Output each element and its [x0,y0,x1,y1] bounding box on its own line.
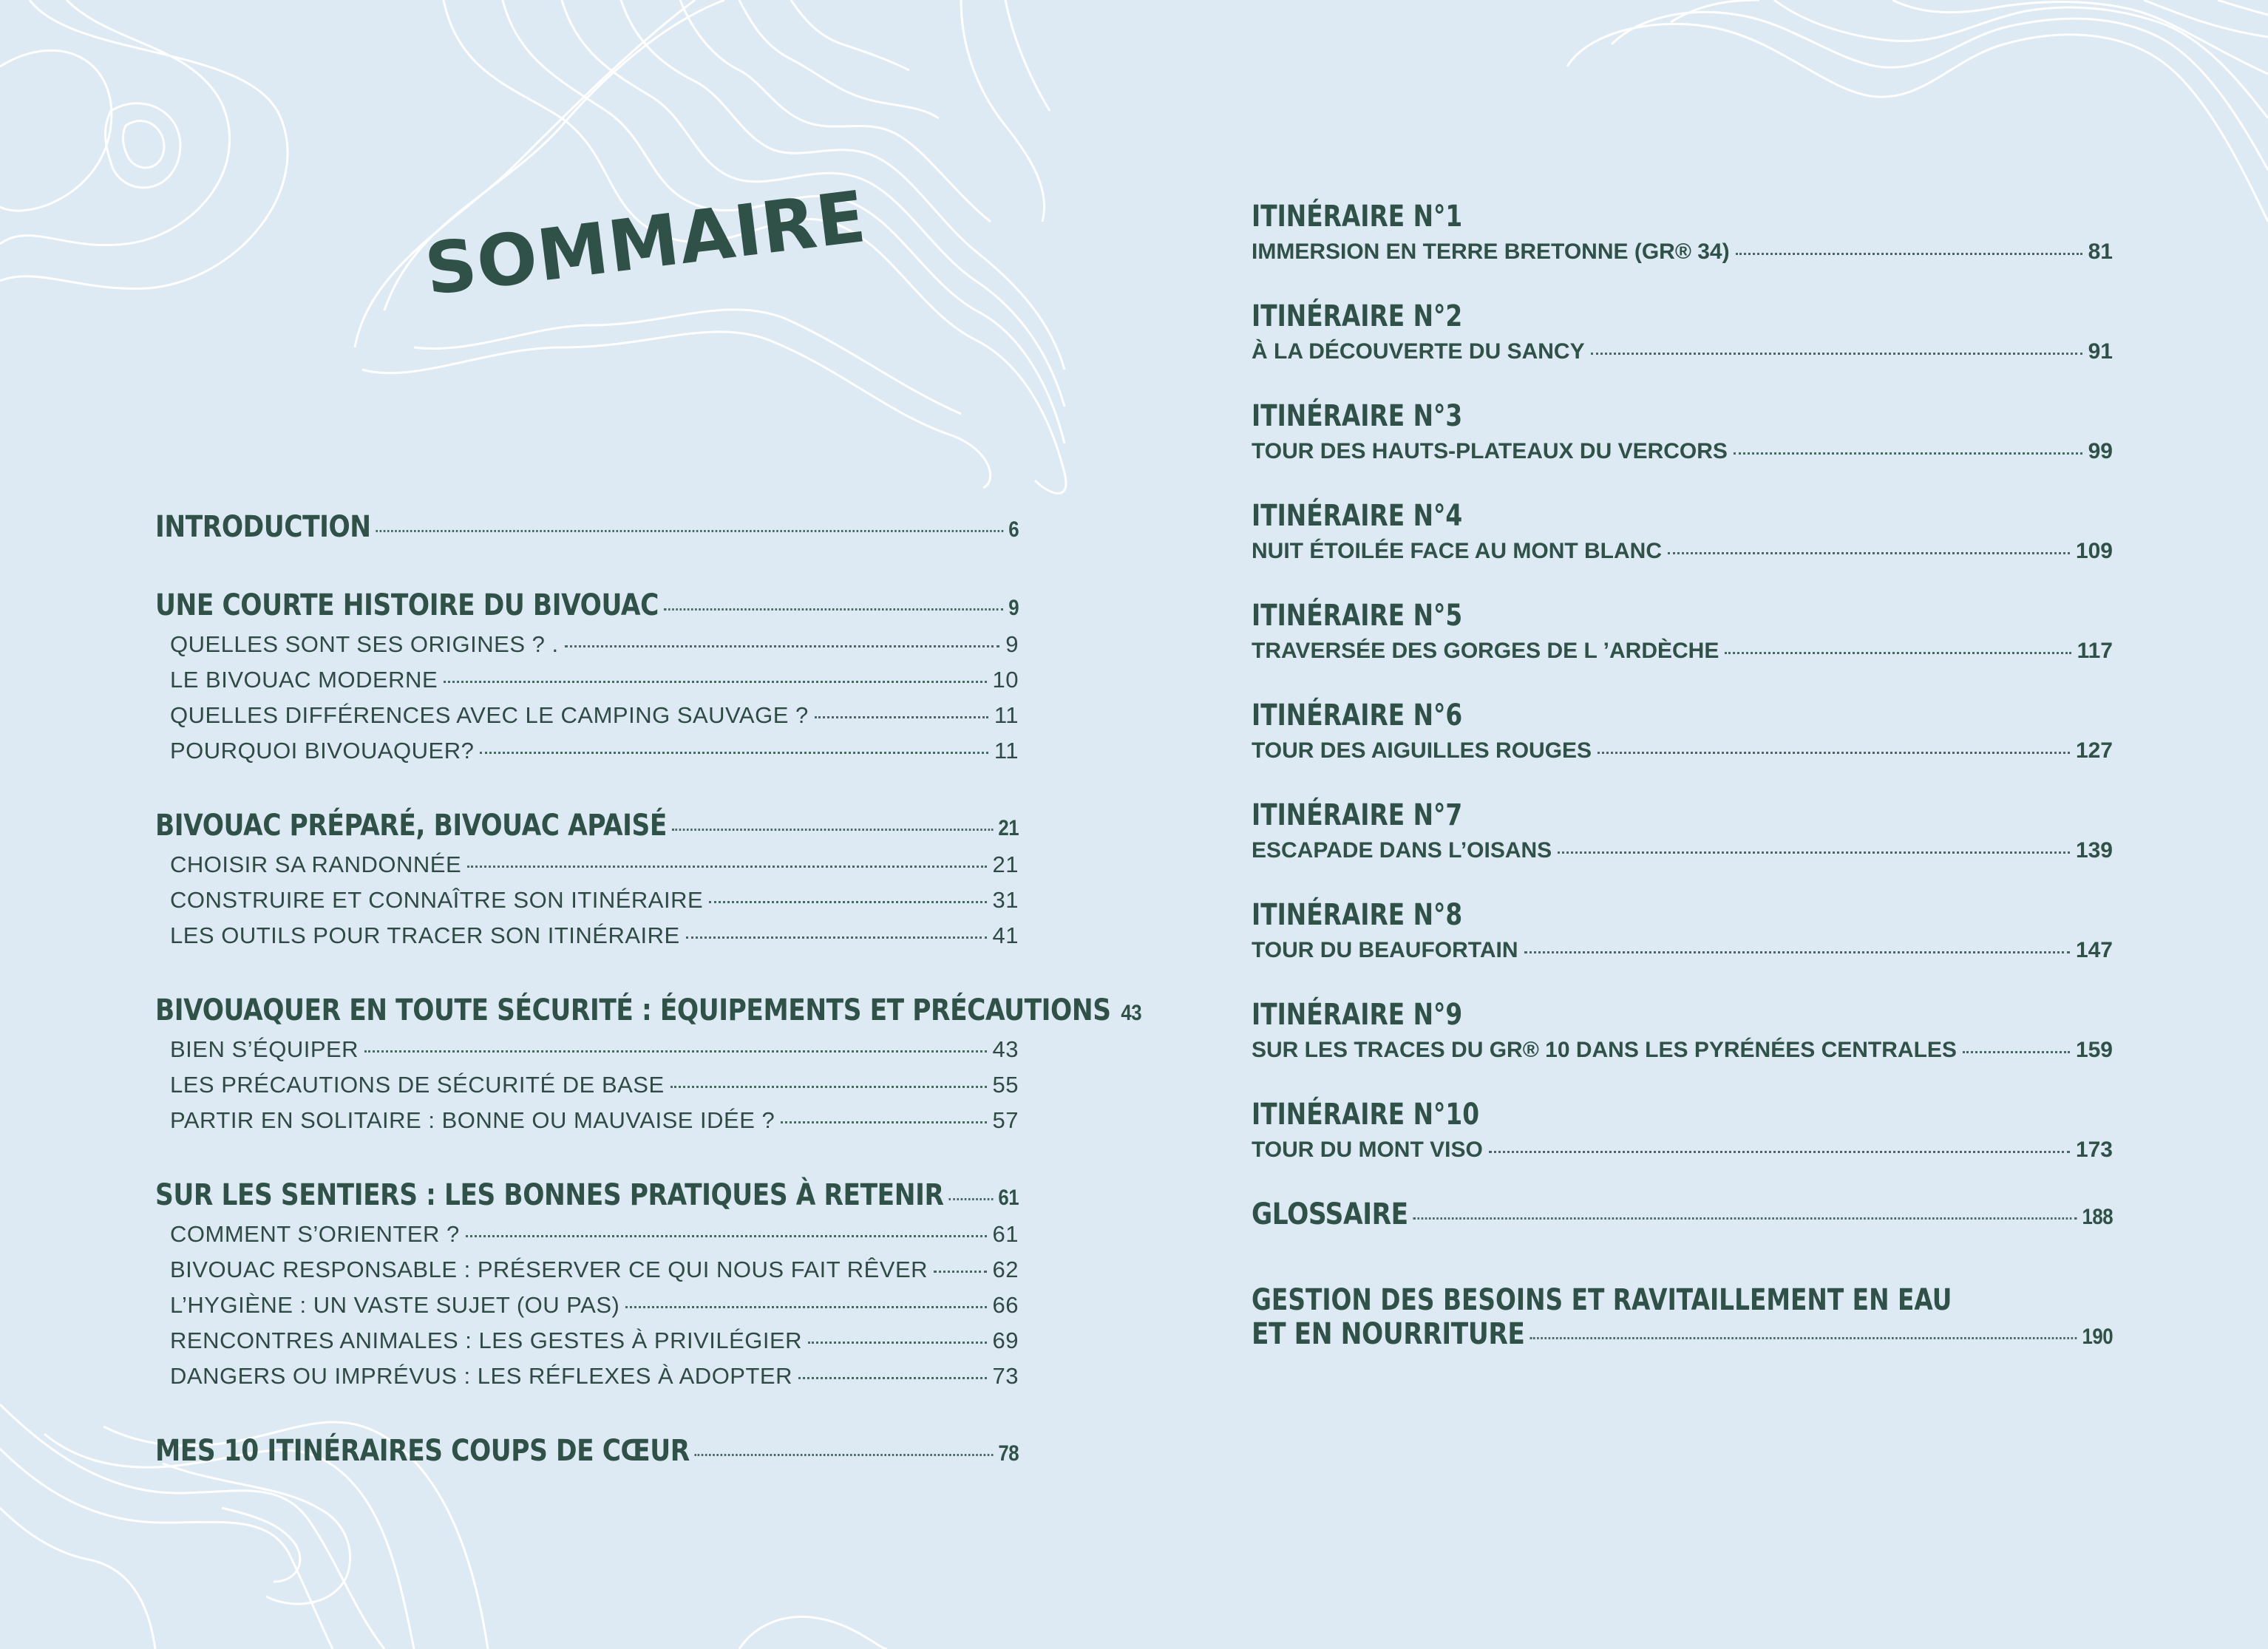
toc-chapter-entry[interactable] [155,510,1019,544]
entry-label: ESCAPADE DANS L’OISANS [1252,838,1552,863]
itinerary-entry[interactable] [1252,639,2113,664]
toc-left-column [155,510,1142,1512]
entry-label: À LA DÉCOUVERTE DU SANCY [1252,339,1585,364]
entry-label: PARTIR EN SOLITAIRE : BONNE OU MAUVAISE IDÉE ? [170,1107,775,1133]
page-number: 117 [2077,639,2113,663]
entry-label: LES PRÉCAUTIONS DE SÉCURITÉ DE BASE [170,1072,665,1098]
toc-chapter-entry[interactable] [155,588,1019,622]
itinerary-block [1252,299,2113,364]
toc-section [155,1178,1019,1390]
entry-label: GLOSSAIRE [1252,1197,1408,1231]
gestion-block [1252,1283,2113,1351]
toc-subsection-entry[interactable] [155,1072,1019,1098]
dot-leader [1668,552,2070,554]
entry-label: CONSTRUIRE ET CONNAÎTRE SON ITINÉRAIRE [170,887,704,913]
itinerary-heading: ITINÉRAIRE N°4 [1252,499,1463,533]
entry-label: L’HYGIÈNE : UN VASTE SUJET (OU PAS) [170,1292,620,1318]
page-number: 66 [992,1292,1019,1318]
itinerary-block [1252,798,2113,863]
dot-leader [1734,452,2082,455]
entry-label: LE BIVOUAC MODERNE [170,667,438,693]
page-number: 61 [998,1186,1019,1210]
dot-leader [1725,652,2071,654]
dot-leader [695,1454,994,1456]
itinerary-heading: ITINÉRAIRE N°1 [1252,200,1463,234]
itinerary-entry[interactable] [1252,439,2113,464]
entry-label: TOUR DU MONT VISO [1252,1138,1483,1162]
glossary-entry[interactable] [1252,1197,2113,1231]
page-number: 43 [1121,1001,1142,1025]
page-number: 190 [2082,1325,2113,1349]
itinerary-block [1252,998,2113,1063]
itinerary-block [1252,698,2113,764]
dot-leader [1413,1217,2077,1220]
page-number: 10 [992,667,1019,693]
itinerary-heading: ITINÉRAIRE N°9 [1252,998,1463,1032]
toc-subsection-entry[interactable] [155,1363,1019,1390]
toc-subsection-entry[interactable] [155,631,1019,658]
itinerary-block [1252,200,2113,265]
itinerary-heading: ITINÉRAIRE N°3 [1252,399,1463,433]
dot-leader [781,1121,986,1123]
itinerary-entry[interactable] [1252,938,2113,963]
dot-leader [948,1198,993,1200]
itinerary-entry[interactable] [1252,838,2113,863]
toc-subsection-entry[interactable] [155,1292,1019,1319]
toc-subsection-entry[interactable] [155,1107,1019,1134]
dot-leader [376,530,1004,532]
itinerary-block [1252,399,2113,464]
toc-section [155,993,1142,1134]
dot-leader [670,1086,987,1088]
entry-label: LES OUTILS POUR TRACER SON ITINÉRAIRE [170,922,680,948]
dot-leader [444,681,986,683]
entry-label: IMMERSION EN TERRE BRETONNE (GR® 34) [1252,239,1730,264]
gestion-entry[interactable] [1252,1317,2113,1351]
dot-leader [672,829,994,831]
entry-label: TRAVERSÉE DES GORGES DE L ’ARDÈCHE [1252,639,1719,663]
page-number: 109 [2075,539,2113,563]
toc-subsection-entry[interactable] [155,1257,1019,1283]
page-number: 9 [1005,631,1019,657]
dot-leader [1963,1051,2070,1053]
entry-label: UNE COURTE HISTOIRE DU BIVOUAC [155,588,659,622]
entry-label: ET EN NOURRITURE [1252,1317,1525,1351]
toc-subsection-entry[interactable] [155,922,1019,949]
dot-leader [480,752,988,754]
entry-label: SUR LES SENTIERS : LES BONNES PRATIQUES À RETENIR [155,1178,944,1212]
page-number: 147 [2075,938,2113,962]
entry-label: TOUR DES AIGUILLES ROUGES [1252,738,1592,763]
page-number: 61 [992,1221,1019,1247]
itinerary-heading: ITINÉRAIRE N°7 [1252,798,1463,832]
itinerary-heading: ITINÉRAIRE N°2 [1252,299,1463,333]
itinerary-heading: ITINÉRAIRE N°6 [1252,698,1463,732]
dot-leader [1524,951,2070,953]
toc-subsection-entry[interactable] [155,851,1019,878]
dot-leader [364,1050,986,1053]
itinerary-block [1252,898,2113,963]
page-number: 188 [2082,1205,2113,1229]
toc-subsection-entry[interactable] [155,738,1019,764]
page-number: 21 [992,851,1019,877]
page-number: 31 [992,887,1019,913]
page-number: 57 [992,1107,1019,1133]
entry-label: BIVOUAQUER EN TOUTE SÉCURITÉ : ÉQUIPEMENTS ET PRÉCAUTIONS [155,993,1111,1027]
toc-section [155,809,1019,949]
toc-chapter-entry[interactable] [155,1434,1019,1468]
entry-label: QUELLES DIFFÉRENCES AVEC LE CAMPING SAUVAGE ? [170,702,809,728]
toc-subsection-entry[interactable] [155,1327,1019,1354]
toc-section [155,510,1019,544]
itinerary-block [1252,599,2113,664]
gestion-title-line1: GESTION DES BESOINS ET RAVITAILLEMENT EN EAU [1252,1283,1952,1317]
toc-subsection-entry[interactable] [155,887,1019,914]
entry-label: MES 10 ITINÉRAIRES COUPS DE CŒUR [155,1434,690,1468]
entry-label: RENCONTRES ANIMALES : LES GESTES À PRIVILÉGIER [170,1327,803,1353]
dot-leader [1598,752,2070,754]
entry-label: DANGERS OU IMPRÉVUS : LES RÉFLEXES À ADOPTER [170,1363,792,1389]
dot-leader [798,1377,987,1379]
dot-leader [466,1235,987,1237]
page-number: 21 [998,816,1019,840]
dot-leader [934,1271,987,1273]
entry-label: TOUR DU BEAUFORTAIN [1252,938,1518,962]
page-number: 11 [994,702,1019,728]
itinerary-heading: ITINÉRAIRE N°5 [1252,599,1463,633]
toc-subsection-entry[interactable] [155,702,1019,729]
dot-leader [664,608,1004,611]
itinerary-entry[interactable] [1252,339,2113,364]
page-title: SOMMAIRE [421,175,871,312]
entry-label: BIVOUAC RESPONSABLE : PRÉSERVER CE QUI NOUS FAIT RÊVER [170,1257,928,1282]
page-number: 139 [2075,838,2113,863]
page-number: 91 [2088,339,2113,364]
page-number: 99 [2088,439,2113,463]
page-number: 41 [992,922,1019,948]
toc-chapter-entry[interactable] [155,809,1019,843]
dot-leader [625,1306,986,1308]
page-number: 62 [992,1257,1019,1282]
entry-label: POURQUOI BIVOUAQUER? [170,738,475,764]
page-number: 69 [992,1327,1019,1353]
toc-subsection-entry[interactable] [155,1221,1019,1248]
toc-subsection-entry[interactable] [155,667,1019,693]
itinerary-entry[interactable] [1252,1138,2113,1163]
entry-label: QUELLES SONT SES ORIGINES ? . [170,631,559,657]
page-number: 43 [992,1036,1019,1062]
toc-subsection-entry[interactable] [155,1036,1019,1063]
page-number: 159 [2075,1038,2113,1062]
toc-section [155,588,1019,764]
page-number: 78 [998,1441,1019,1466]
dot-leader [686,936,987,939]
entry-label: CHOISIR SA RANDONNÉE [170,851,462,877]
page-number: 55 [992,1072,1019,1098]
toc-chapter-entry[interactable] [155,993,1142,1027]
dot-leader [1529,1337,2077,1339]
dot-leader [1591,353,2082,355]
entry-label: INTRODUCTION [155,510,371,544]
glossary-block [1252,1197,2113,1231]
dot-leader [1489,1151,2070,1153]
itinerary-entry[interactable] [1252,539,2113,564]
entry-label: SUR LES TRACES DU GR® 10 DANS LES PYRÉNÉES CENTRALES [1252,1038,1957,1062]
toc-section [155,1434,1019,1468]
dot-leader [709,901,986,903]
page-number: 9 [1008,596,1019,620]
itinerary-heading: ITINÉRAIRE N°10 [1252,1098,1480,1132]
dot-leader [565,645,1000,647]
toc-chapter-entry[interactable] [155,1178,1019,1212]
toc-right-column [1252,200,2113,1351]
itinerary-block [1252,499,2113,564]
page-number: 81 [2088,239,2113,264]
entry-label: TOUR DES HAUTS-PLATEAUX DU VERCORS [1252,439,1728,463]
page-number: 6 [1008,517,1019,542]
dot-leader [815,716,988,718]
itinerary-entry[interactable] [1252,239,2113,265]
itinerary-entry[interactable] [1252,738,2113,764]
itinerary-heading: ITINÉRAIRE N°8 [1252,898,1463,932]
dot-leader [1736,253,2082,255]
dot-leader [1558,851,2070,854]
page-number: 127 [2075,738,2113,763]
page-number: 73 [992,1363,1019,1389]
itinerary-entry[interactable] [1252,1038,2113,1063]
page-number: 11 [994,738,1019,764]
entry-label: NUIT ÉTOILÉE FACE AU MONT BLANC [1252,539,1662,563]
entry-label: COMMENT S’ORIENTER ? [170,1221,460,1247]
itinerary-block [1252,1098,2113,1163]
dot-leader [808,1342,986,1344]
dot-leader [467,866,986,868]
page-number: 173 [2075,1138,2113,1162]
entry-label: BIEN S’ÉQUIPER [170,1036,359,1062]
entry-label: BIVOUAC PRÉPARÉ, BIVOUAC APAISÉ [155,809,667,843]
